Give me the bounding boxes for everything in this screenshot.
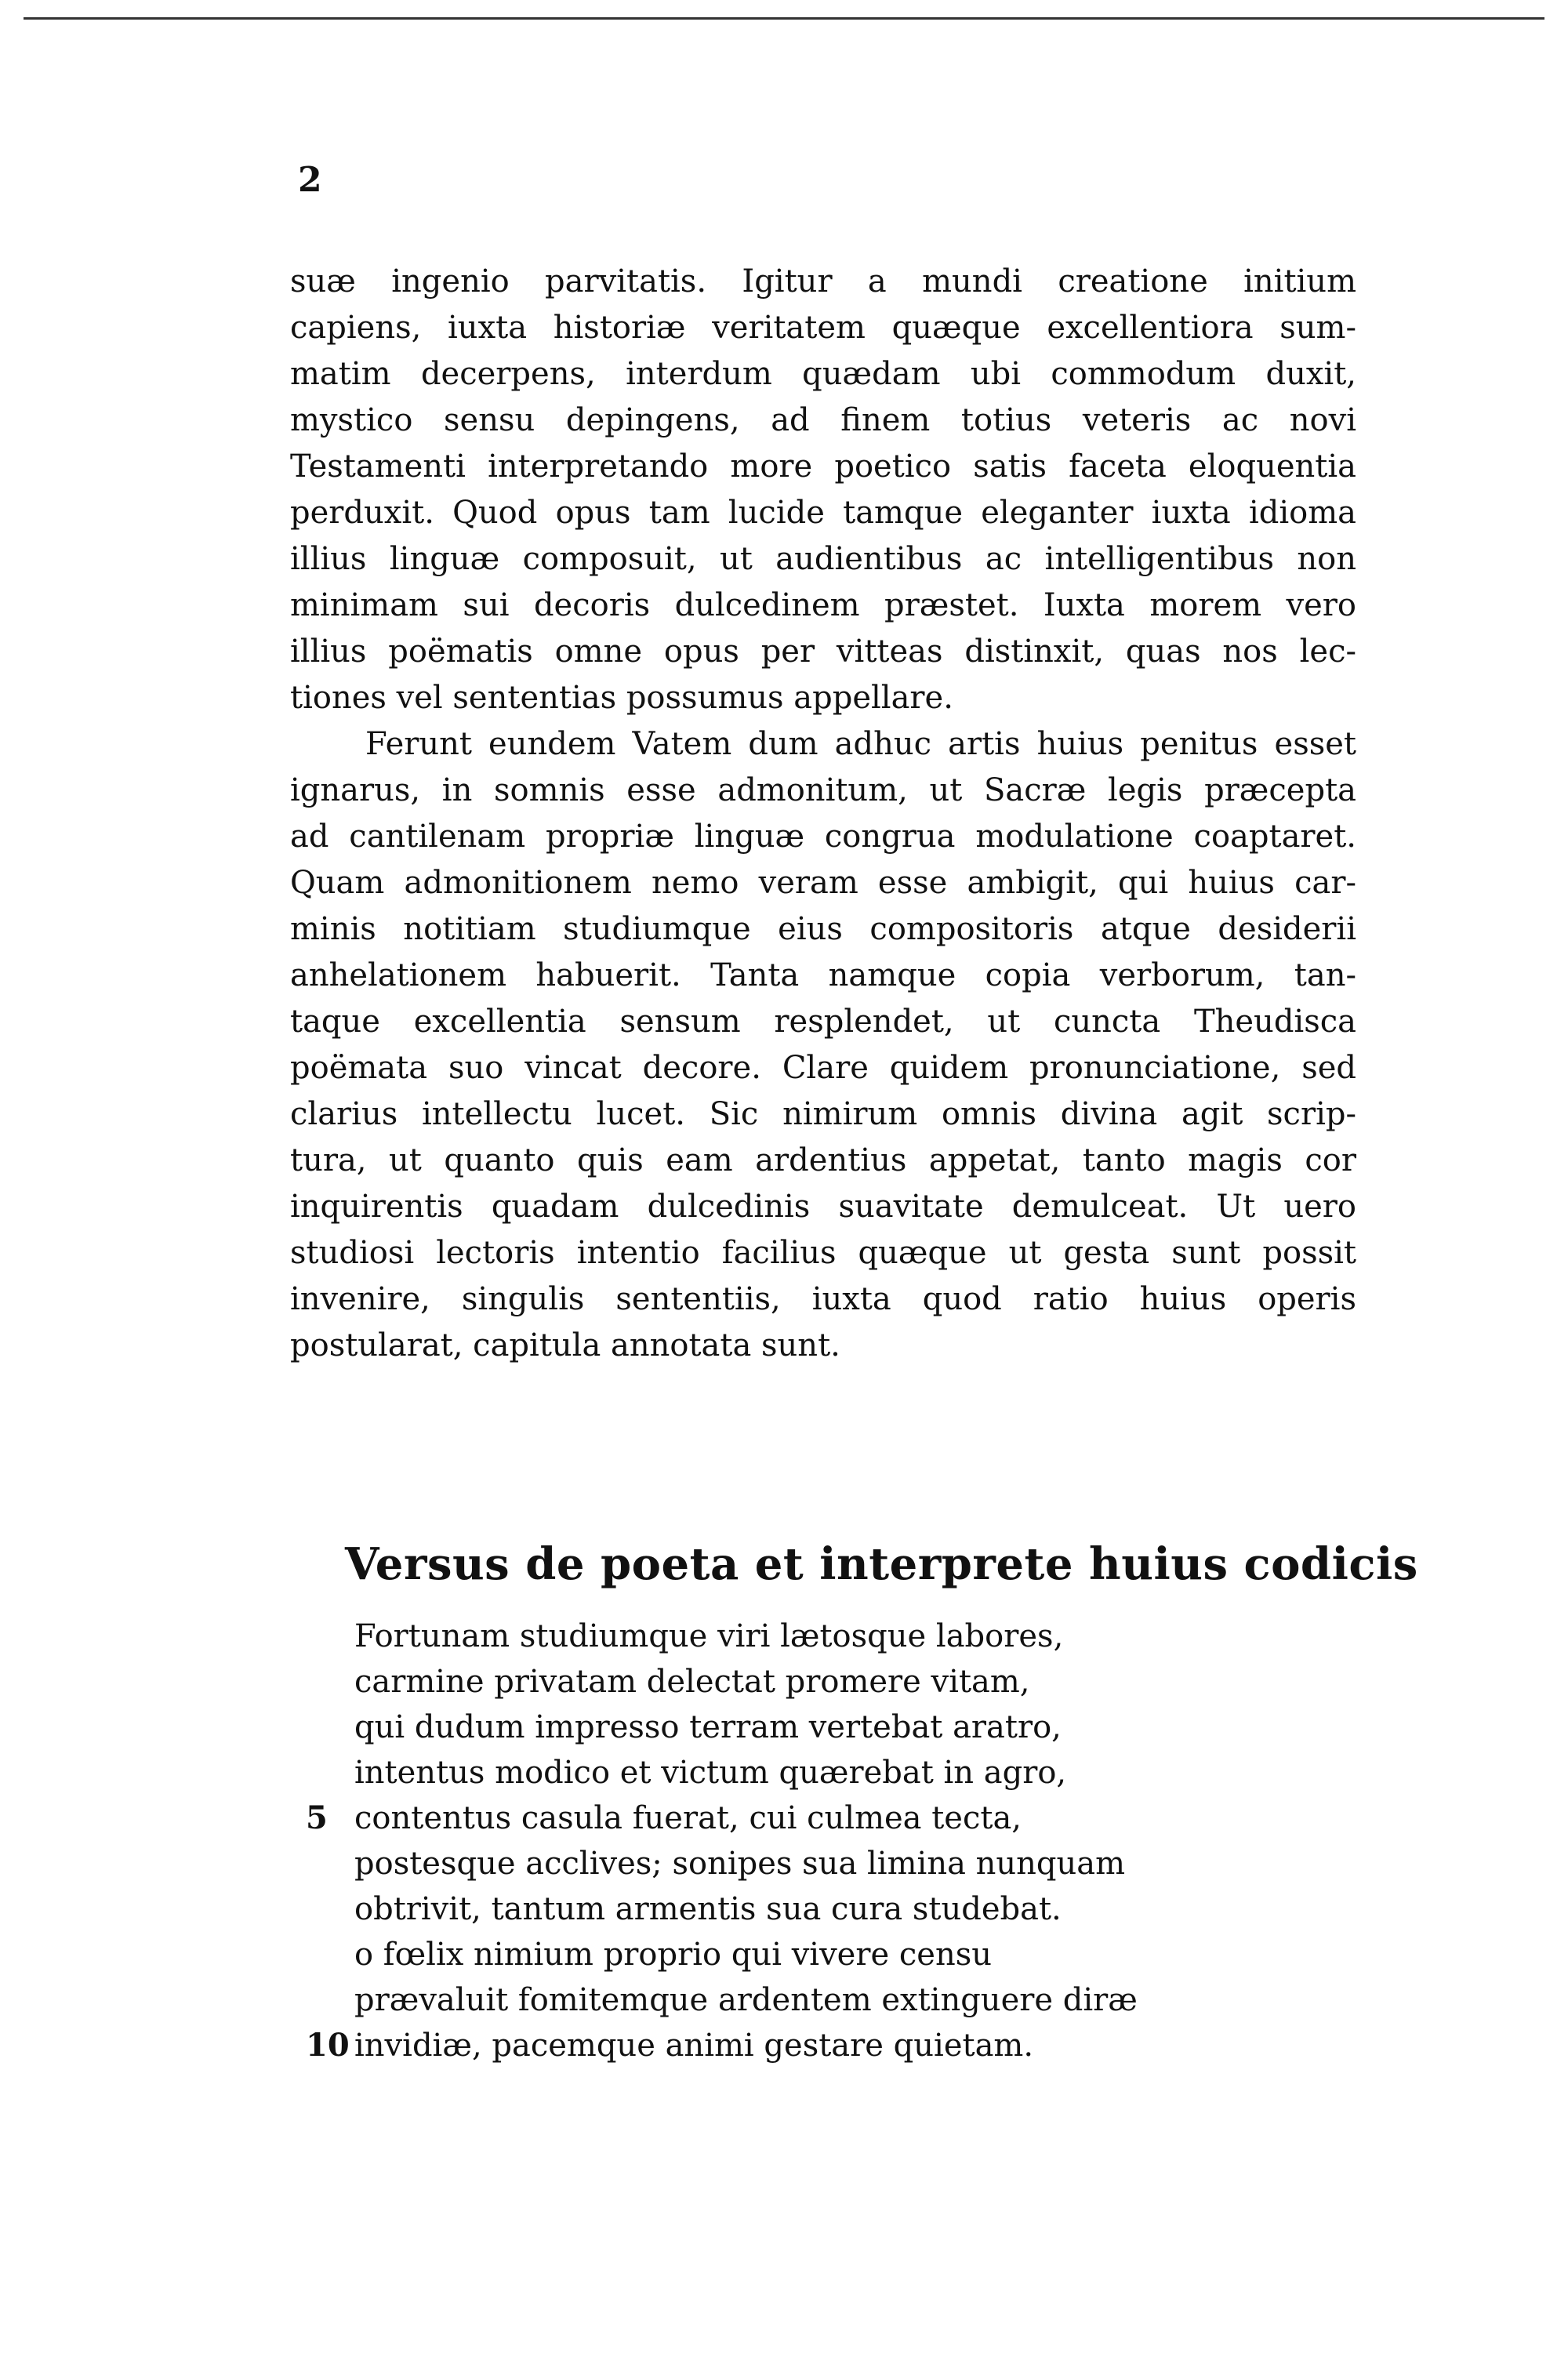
paragraph-line: Ferunt eundem Vatem dum adhuc artis huius penitus esset — [365, 726, 1356, 762]
paragraph-line: tiones vel sententias possumus appellare. — [290, 680, 953, 716]
verse-number: 5 — [306, 1799, 328, 1836]
paragraph-line: minimam sui decoris dulcedinem præstet. Iuxta morem vero — [290, 587, 1356, 623]
paragraph-1 — [290, 259, 1356, 721]
paragraph-line: mystico sensu depingens, ad finem totius veteris ac novi — [290, 402, 1356, 438]
paragraph-line: poëmata suo vincat decore. Clare quidem pronunciatione, sed — [290, 1050, 1356, 1086]
verse-text: o fœlix nimium proprio qui vivere censu — [354, 1937, 992, 1973]
poem-heading: Versus de poeta et interprete huius codicis — [345, 1538, 1418, 1590]
verse-text: prævaluit fomitemque ardentem extinguere diræ — [354, 1982, 1138, 2018]
paragraph-line: postularat, capitula annotata sunt. — [290, 1327, 840, 1363]
verse-line — [306, 1977, 1325, 2023]
paragraph-line: Testamenti interpretando more poetico satis faceta eloquentia — [290, 448, 1356, 485]
verse-line — [306, 1841, 1325, 1886]
paragraph-line: minis notitiam studiumque eius compositoris atque desiderii — [290, 911, 1356, 947]
prose-body — [290, 259, 1356, 1369]
page-number: 2 — [298, 160, 322, 200]
top-rule — [24, 17, 1544, 20]
verse-text: carmine privatam delectat promere vitam, — [354, 1664, 1030, 1700]
paragraph-line: anhelationem habuerit. Tanta namque copia verborum, tan- — [290, 957, 1356, 993]
paragraph-line: matim decerpens, interdum quædam ubi commodum duxit, — [290, 356, 1356, 392]
paragraph-2 — [290, 721, 1356, 1369]
paragraph-line: invenire, singulis sententiis, iuxta quod ratio huius operis — [290, 1281, 1356, 1317]
verse-line — [306, 1659, 1325, 1705]
verse-line — [306, 1705, 1325, 1750]
verse-text: qui dudum impresso terram vertebat aratro, — [354, 1709, 1062, 1745]
paragraph-line: tura, ut quanto quis eam ardentius appetat, tanto magis cor — [290, 1142, 1356, 1178]
verse-text: postesque acclives; sonipes sua limina nunquam — [354, 1846, 1126, 1882]
verse-line — [306, 1795, 1325, 1841]
verse-line — [306, 2023, 1325, 2068]
paragraph-line: illius linguæ composuit, ut audientibus ac intelligentibus non — [290, 541, 1356, 577]
paragraph-line: inquirentis quadam dulcedinis suavitate demulceat. Ut uero — [290, 1189, 1356, 1225]
paragraph-line: illius poëmatis omne opus per vitteas distinxit, quas nos lec- — [290, 634, 1356, 670]
verse-line — [306, 1886, 1325, 1932]
paragraph-line: capiens, iuxta historiæ veritatem quæque excellentiora sum- — [290, 310, 1356, 346]
verse-text: Fortunam studiumque viri lætosque labores, — [354, 1618, 1064, 1654]
verse-text: contentus casula fuerat, cui culmea tecta, — [354, 1800, 1022, 1836]
paragraph-line: ignarus, in somnis esse admonitum, ut Sacræ legis præcepta — [290, 772, 1356, 808]
paragraph-line: ad cantilenam propriæ linguæ congrua modulatione coaptaret. — [290, 819, 1356, 855]
paragraph-line: Quam admonitionem nemo veram esse ambigit, qui huius car- — [290, 865, 1356, 901]
verse-line — [306, 1614, 1325, 1659]
paragraph-line: suæ ingenio parvitatis. Igitur a mundi creatione initium — [290, 263, 1356, 300]
verse-number: 10 — [306, 2027, 350, 2064]
verse-text: obtrivit, tantum armentis sua cura studebat. — [354, 1891, 1062, 1927]
paragraph-line: clarius intellectu lucet. Sic nimirum omnis divina agit scrip- — [290, 1096, 1356, 1132]
paragraph-line: taque excellentia sensum resplendet, ut cuncta Theudisca — [290, 1004, 1356, 1040]
paragraph-line: studiosi lectoris intentio facilius quæque ut gesta sunt possit — [290, 1235, 1356, 1271]
verse-line — [306, 1932, 1325, 1977]
poem-verses — [306, 1614, 1325, 2068]
verse-text: intentus modico et victum quærebat in agro, — [354, 1755, 1067, 1791]
verse-text: invidiæ, pacemque animi gestare quietam. — [354, 2028, 1034, 2064]
paragraph-line: perduxit. Quod opus tam lucide tamque eleganter iuxta idioma — [290, 495, 1356, 531]
verse-line — [306, 1750, 1325, 1795]
